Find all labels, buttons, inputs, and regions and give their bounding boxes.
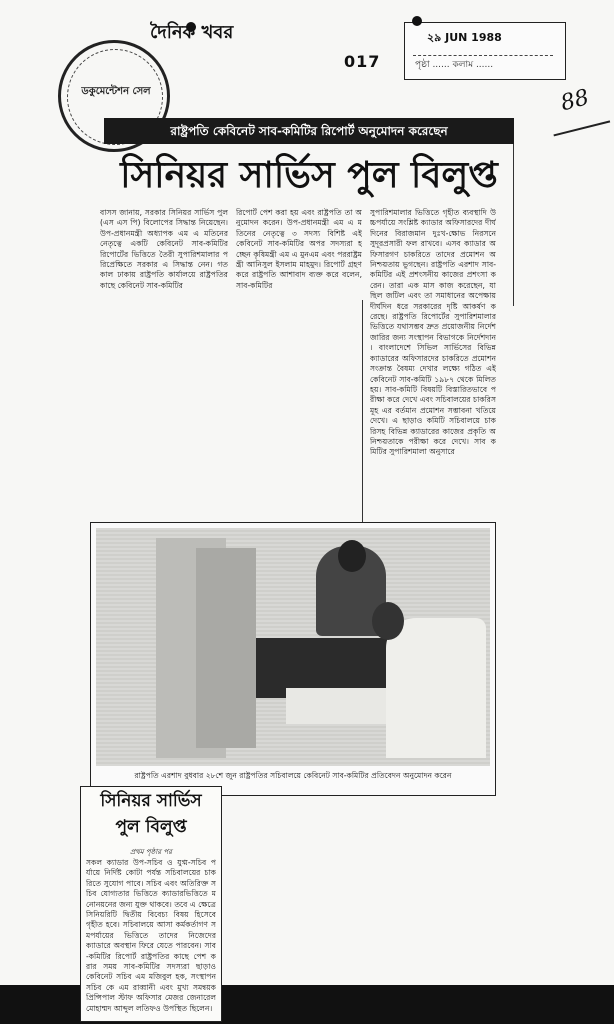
- photo-figure-seated: [386, 618, 486, 758]
- article-column-3: সুপারিশমালার ভিত্তিতে গৃহীত ব্যবস্থাদি উচ্চপর্যায়ে সংশ্লিষ্ট ক্যাডার অফিসারদের দীর্ঘদিনের বিরাজমান দুঃখ-ক্ষোভ নিরসনে সুদূরপ্রসারী ফল রাখবে। এসব ক্যাডার অফিসারগণ চাকরিতে তাদের প্রমোশন অনিশ্চয়তায় ভুগছেন। রাষ্ট্রপতি এরশাদ সাব-কমিটির এই প্রশংসনীয় কাজের প্রশংসা করেন। তারা এক মাস কাজ করেছেন, যা ছিল জটিল এবং তা সমাধানের অপেক্ষায় দীর্ঘদিন ধরে সরকারের দৃষ্টি আকর্ষণ করেছে। রাষ্ট্রপতি রিপোর্টের সুপারিশমালার ভিত্তিতে যথাসম্ভব দ্রুত প্রয়োজনীয় নির্দেশ জারির জন্য সংস্থাপন বিভাগকে নির্দেশদান। বাংলাদেশে সিভিল সার্ভিসের বিভিন্ন ক্যাডারের অফিসারদের চাকরিতে প্রমোশন সংক্রান্ত বৈষম্য দেখার লক্ষ্যে গঠিত এই কেবিনেট সাব-কমিটি ১৯৮৭ থেকে মিলিত হয়। সাব-কমিটি বিষয়টি বিস্তারিতভাবে পরীক্ষা করে দেখে এবং সচিবালয়ের চাকরিসমূহ এর বর্তমান প্রমোশন সম্ভাবনা খতিয়ে দেখে। এ ছাড়াও কমিটি সচিবালয়ে চাকরিসহ বিভিন্ন ক্যাডারের কাজের প্রকৃতি অনিশ্চয়তাকে পরীক্ষা করে দেখে। সাব কমিটির সুপারিশমালা অনুসারে: [370, 208, 496, 457]
- photo-figure-standing: [196, 548, 256, 748]
- handwritten-number: 88: [544, 82, 610, 137]
- punch-hole-dot: [412, 16, 422, 26]
- photo-documents: [286, 688, 396, 724]
- article-column-1: বাসস জানায়, সরকার সিনিয়র সার্ভিস পুল (এস এস পি) বিলোপের সিদ্ধান্ত নিয়েছেন। উপ-প্রধানমন্ত্রী অধ্যাপক এম এ মতিনের নেতৃত্বে একটি কেবিনেট সাব-কমিটির রিপোর্টের ভিত্তিতে তৈরী সুপারিশমালার পরিপ্রেক্ষিতে সরকার এ সিদ্ধান্ত নেন। গতকাল ঢাকায় রাষ্ট্রপতি কার্যালয়ে রাষ্ট্রপতির কাছে কেবিনেট সাব-কমিটির: [100, 208, 228, 290]
- stamp-label: পৃষ্ঠা ...... কলাম ......: [415, 60, 494, 70]
- photo-head-center: [338, 540, 366, 572]
- seal-text: ডকুমেন্টেশন সেল: [81, 86, 151, 97]
- stamp-divider: [413, 55, 553, 56]
- continuation-headline-line1: সিনিয়র সার্ভিস: [100, 791, 202, 811]
- article-headline: সিনিয়র সার্ভিস পুল বিলুপ্ত: [120, 154, 498, 196]
- page-number: 017: [344, 52, 381, 71]
- stamp-date: ২৯ JUN 1988: [427, 31, 502, 44]
- continuation-headline-line2: পুল বিলুপ্ত: [115, 817, 187, 837]
- photo-caption: রাষ্ট্রপতি এরশাদ বুধবার ২৮শে জুন রাষ্ট্রপতির সচিবালয়ে কেবিনেট সাব-কমিটির প্রতিবেদন অনুমোদন করেন: [134, 771, 452, 780]
- date-stamp: [404, 22, 566, 80]
- article-kicker: রাষ্ট্রপতি কেবিনেট সাব-কমিটির রিপোর্ট অনুমোদন করেছেন: [104, 118, 514, 144]
- newspaper-masthead: দৈনিক খবর: [150, 22, 234, 43]
- column-divider: [362, 300, 363, 522]
- photo-head-seated: [372, 602, 404, 640]
- article-column-2: রিপোর্ট পেশ করা হয় এবং রাষ্ট্রপতি তা অনুমোদন করেন। উপ-প্রধানমন্ত্রী এম এ মতিনের নেতৃত্বে ৩ সদস্য বিশিষ্ট এই কেবিনেট সাব-কমিটির অপর সদস্যরা হচ্ছেন কৃষিমন্ত্রী এম এ মুনএম এবং পররাষ্ট্রমন্ত্রী আনিসুল ইসলাম মাহমুদ। রিপোর্ট গ্রহণ করে রাষ্ট্রপতি আশাবাদ ব্যক্ত করে বলেন, সাব-কমিটির: [236, 208, 362, 290]
- continuation-note: প্রথম পৃষ্ঠার পর: [130, 848, 172, 856]
- news-photo: [96, 528, 490, 766]
- continuation-headline: [84, 788, 218, 844]
- continuation-body: সকল ক্যাডার উপ-সচিব ও যুগ্ম-সচিব পর্যায়ে নির্দিষ্ট কোটা পর্যন্ত সচিবালয়ের চাকরিতে সুযোগ পাবে। সচিব এবং অতিরিক্ত সচিব যোগ্যতার ভিত্তিতে ক্যাডারভিত্তিতে মনোনয়নের জন্য যুক্ত থাকবে। তবে এ ক্ষেত্রে সিনিয়রিটি দ্বিতীয় বিবেচ্য বিষয় হিসেবে গৃহীত হবে। সচিবালয়ে আসা কর্মকর্তাগণ সমপর্যায়ের ভিত্তিতে তাদের নিজেদের ক্যাডারে অবস্থান ফিরে যেতে পারবেন। সাব-কমিটির রিপোর্ট রাষ্ট্রপতির কাছে পেশ করার সময় সাব-কমিটির সদস্যরা ছাড়াও কেবিনেট সচিব এম মজিবুল হক, সংস্থাপন সচিব কে এম রাব্বানী এবং মুখ্য সমন্বয়ক প্রিন্সিপাল স্টাফ অফিসার মেজর জেনারেল মোহাম্মদ আব্দুল লতিফও উপস্থিত ছিলেন।: [86, 858, 216, 1013]
